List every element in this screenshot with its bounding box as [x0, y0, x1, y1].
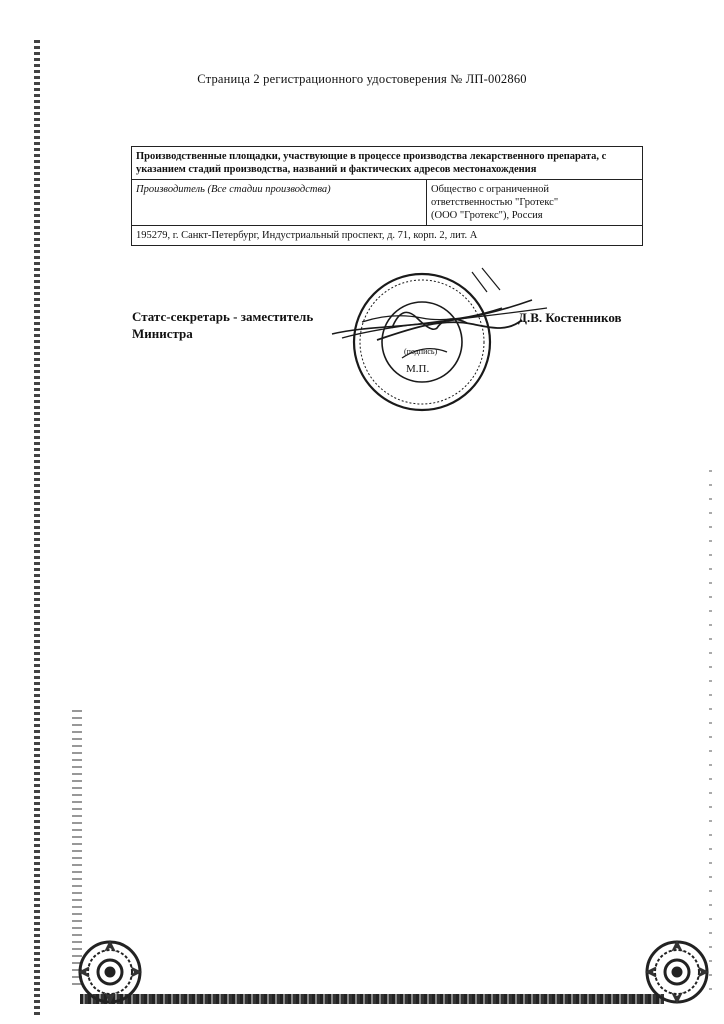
producer-company-cell: [427, 180, 643, 226]
right-rosette-ornament: [641, 936, 713, 1008]
left-rosette-ornament: [74, 936, 146, 1008]
table-heading-cell: Производственные площадки, участвующие в процессе производства лекарственного препарата, с указанием стадий производства, названий и фактических адресов местонахождения: [132, 147, 643, 180]
table-row: [132, 147, 643, 180]
production-sites-table: [131, 146, 643, 246]
official-seal-stamp: [322, 262, 552, 422]
producer-role-cell: Производитель (Все стадии производства): [132, 180, 427, 226]
signer-name: Д.В. Костенников: [518, 310, 622, 325]
stamp-signature-label: (подпись): [404, 347, 438, 356]
stamp-mp-label: М.П.: [406, 363, 430, 375]
signer-title-line-1: Статс-секретарь - заместитель: [132, 309, 314, 324]
signer-title-line-2: Министра: [132, 326, 193, 341]
page-header: Страница 2 регистрационного удостоверения № ЛП-002860: [197, 72, 527, 86]
address-cell: 195279, г. Санкт-Петербург, Индустриальный проспект, д. 71, корп. 2, лит. А: [132, 226, 643, 246]
signer-title: [132, 308, 332, 342]
right-scan-edge: [709, 470, 712, 990]
table-row: [132, 226, 643, 246]
left-perforated-edge: [34, 40, 40, 1015]
company-line-3: (ООО "Гротекс"), Россия: [431, 210, 543, 221]
company-line-1: Общество с ограниченной: [431, 184, 549, 195]
table-row: [132, 180, 643, 226]
company-line-2: ответственностью "Гротекс": [431, 197, 559, 208]
bottom-ornamental-border: [80, 994, 664, 1004]
